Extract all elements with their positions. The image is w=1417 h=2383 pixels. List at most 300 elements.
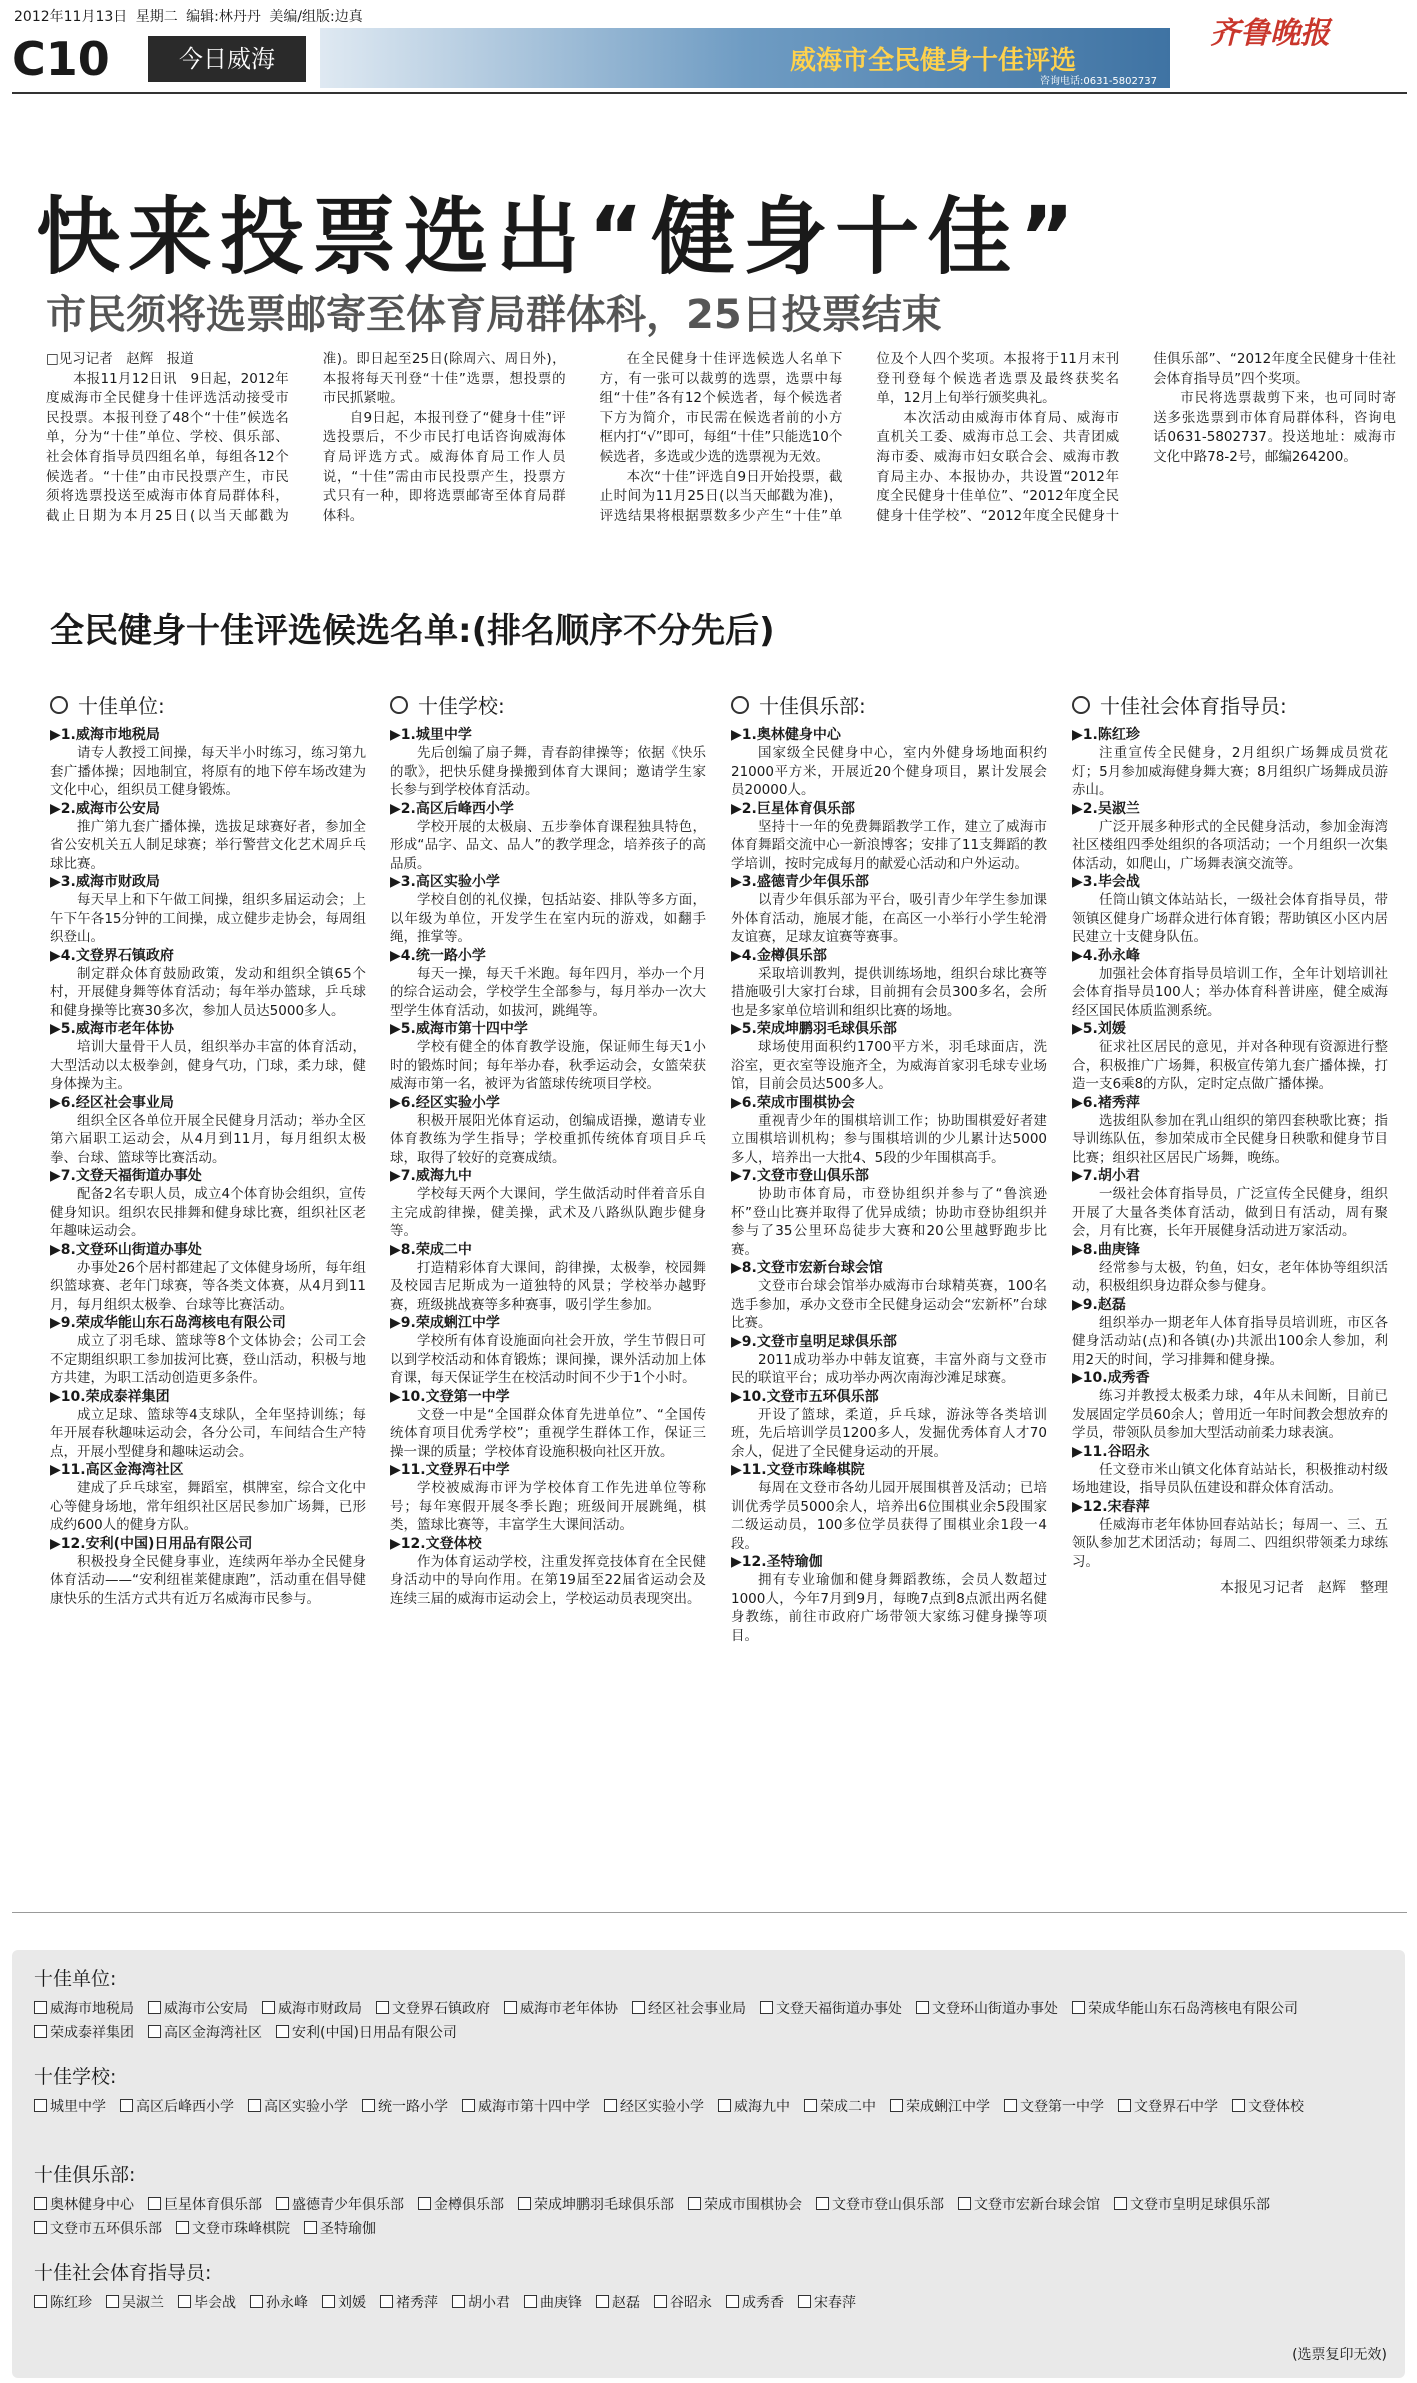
ballot-option[interactable] bbox=[1118, 2095, 1218, 2119]
ballot-option-label: 荣成华能山东石岛湾核电有限公司 bbox=[1088, 2001, 1298, 2017]
banner-title: 威海市全民健身十佳评选 bbox=[790, 46, 1077, 76]
ballot-option[interactable] bbox=[34, 1997, 134, 2021]
bullet-circle-icon bbox=[1072, 696, 1090, 714]
candidate-name: ▶4.金樽俱乐部 bbox=[731, 947, 827, 964]
candidate-item bbox=[731, 1260, 1047, 1333]
checkbox-icon[interactable] bbox=[176, 2221, 189, 2234]
candidate-description: 每天早上和下午做工间操，组织多届运动会；上午下午各15分钟的工间操，成立健步走协会，每周组织登山。 bbox=[50, 892, 366, 945]
ballot-section-heading: 十佳社会体育指导员: bbox=[34, 2262, 212, 2284]
candidate-description: 国家级全民健身中心，室内外健身场地面积约21000平方米，开展近20个健身项目，累计发展会员20000人。 bbox=[731, 745, 1047, 798]
candidate-name: ▶12.宋春萍 bbox=[1072, 1498, 1150, 1515]
candidate-description: 以青少年俱乐部为平台，吸引青少年学生参加课外体育活动，施展才能，在高区一小举行小学生轮滑友谊赛，足球友谊赛等赛事。 bbox=[731, 892, 1047, 945]
candidate-item bbox=[50, 1021, 366, 1094]
checkbox-icon[interactable] bbox=[760, 2001, 773, 2014]
ballot-option[interactable] bbox=[596, 2291, 640, 2315]
candidate-item bbox=[50, 948, 366, 1021]
ballot-option[interactable] bbox=[524, 2291, 582, 2315]
checkbox-icon[interactable] bbox=[120, 2099, 133, 2112]
ballot-option[interactable] bbox=[816, 2193, 944, 2217]
candidate-item bbox=[390, 801, 706, 874]
candidate-name: ▶11.谷昭永 bbox=[1072, 1443, 1150, 1460]
ballot-option-label: 文登天福街道办事处 bbox=[776, 2001, 902, 2017]
checkbox-icon[interactable] bbox=[106, 2295, 119, 2308]
ballot-option[interactable] bbox=[1072, 1997, 1298, 2021]
checkbox-icon[interactable] bbox=[604, 2099, 617, 2112]
ballot-option-label: 刘媛 bbox=[338, 2295, 366, 2311]
ballot-option[interactable] bbox=[276, 2193, 404, 2217]
ballot-option[interactable] bbox=[504, 1997, 618, 2021]
candidate-description: 学校被威海市评为学校体育工作先进单位等称号；每年寒假开展冬季长跑；班级间开展跳绳，棋类，篮球比赛等，丰富学生大课间活动。 bbox=[390, 1480, 706, 1533]
ballot-option-label: 圣特瑜伽 bbox=[320, 2221, 376, 2237]
candidate-description: 积极开展阳光体育运动，创编成语操，邀请专业体育教练为学生指导；学校重抓传统体育项目乒乓球，取得了较好的竞赛成绩。 bbox=[390, 1112, 706, 1166]
ballot-option-label: 谷昭永 bbox=[670, 2295, 712, 2311]
ballot-option[interactable] bbox=[604, 2095, 704, 2119]
ballot-option[interactable] bbox=[34, 2291, 92, 2315]
checkbox-icon[interactable] bbox=[1114, 2197, 1127, 2210]
checkbox-icon[interactable] bbox=[890, 2099, 903, 2112]
candidate-name: ▶9.荣成华能山东石岛湾核电有限公司 bbox=[50, 1315, 286, 1331]
ballot-option[interactable] bbox=[34, 2217, 162, 2241]
column-heading-text: 十佳学校: bbox=[418, 694, 505, 718]
candidate-name: ▶8.荣成二中 bbox=[390, 1241, 472, 1258]
ballot-option[interactable] bbox=[718, 2095, 790, 2119]
candidate-column bbox=[390, 690, 706, 1609]
candidate-description: 球场使用面积约1700平方米，羽毛球面店，洗浴室，更衣室等设施齐全，为威海首家羽毛球专业场馆，目前会员达500多人。 bbox=[731, 1039, 1047, 1092]
ballot-option-label: 文登市珠峰棋院 bbox=[192, 2221, 290, 2237]
header-date: 2012年11月13日 bbox=[14, 9, 128, 25]
checkbox-icon[interactable] bbox=[1072, 2001, 1085, 2014]
candidate-item bbox=[1072, 1095, 1388, 1168]
ballot-option[interactable] bbox=[148, 2193, 262, 2217]
ballot-option-label: 文登市宏新台球会馆 bbox=[974, 2197, 1100, 2213]
checkbox-icon[interactable] bbox=[654, 2295, 667, 2308]
candidate-name: ▶3.盛德青少年俱乐部 bbox=[731, 874, 869, 890]
checkbox-icon[interactable] bbox=[304, 2221, 317, 2234]
candidate-item bbox=[390, 1095, 706, 1168]
paragraph: 市民将选票裁剪下来，也可同时寄送多张选票到市体育局群体科，咨询电话0631-5802737。投送地址：威海市文化中路78-2号，邮编264200。 bbox=[1153, 390, 1396, 465]
ballot-option[interactable] bbox=[726, 2291, 784, 2315]
candidate-description: 组织全区各单位开展全民健身月活动；举办全区第六届职工运动会，从4月到11月，每月组织太极拳、台球、篮球等比赛活动。 bbox=[50, 1112, 366, 1166]
ballot-option-label: 文登第一中学 bbox=[1020, 2099, 1104, 2115]
ballot-option-label: 文登市登山俱乐部 bbox=[832, 2197, 944, 2213]
candidate-description: 打造精彩体育大课间，韵律操，太极拳，校园舞及校园吉尼斯成为一道独特的风景；学校举办越野赛，班级挑战赛等多种赛事，吸引学生参加。 bbox=[390, 1259, 706, 1313]
ballot-options bbox=[34, 1997, 1394, 2045]
candidate-description: 先后创编了扇子舞，青春韵律操等；依据《快乐的歌》，把快乐健身操搬到体育大课间；邀请学生家长参与到学校体育活动。 bbox=[390, 745, 706, 798]
paragraph: 本报11月12日讯 9日起，2012年度威海市全民健身十佳评选活动接受市民投票。本报刊登了48个“十佳”候选名单，分为“十佳”单位、学校、俱乐部、社会体育指导员四组名单，每组各12个候选者。“十佳”由市民投票产生，市民须将选票投送至威海市体育局群体科，截止日期为本月25日(以当天邮戳为准)。即日起至25日(除周六、周日外)，本报将每天刊登“十佳”选票，想投票的市民抓紧啦。 bbox=[46, 351, 566, 524]
checkbox-icon[interactable] bbox=[958, 2197, 971, 2210]
candidate-item bbox=[50, 1389, 366, 1462]
ballot-option[interactable] bbox=[106, 2291, 164, 2315]
checkbox-icon[interactable] bbox=[34, 2025, 47, 2038]
candidate-name: ▶1.城里中学 bbox=[390, 727, 472, 743]
ballot-option[interactable] bbox=[276, 2021, 457, 2045]
candidate-name: ▶2.高区后峰西小学 bbox=[390, 800, 514, 817]
ballot-option-label: 统一路小学 bbox=[378, 2099, 448, 2115]
candidate-name: ▶10.成秀香 bbox=[1072, 1370, 1150, 1386]
ballot-option[interactable] bbox=[178, 2291, 236, 2315]
candidate-description: 广泛开展多种形式的全民健身活动，参加金海湾社区楼组四季处组织的各项活动；一个月组织一次集体活动，如爬山，广场舞表演交流等。 bbox=[1072, 818, 1388, 872]
ballot-option[interactable] bbox=[176, 2217, 290, 2241]
ballot-option[interactable] bbox=[1232, 2095, 1304, 2119]
candidate-description: 加强社会体育指导员培训工作，全年计划培训社会体育指导员100人；举办体育科普讲座，健全威海经区国民体质监测系统。 bbox=[1072, 965, 1388, 1019]
candidate-item bbox=[731, 1554, 1047, 1645]
checkbox-icon[interactable] bbox=[462, 2099, 475, 2112]
candidate-name: ▶5.威海市老年体协 bbox=[50, 1021, 174, 1037]
candidate-description: 制定群众体育鼓励政策，发动和组织全镇65个村，开展健身舞等体育活动；每年举办篮球，乒乓球和健身操等比赛30多次，参加人员达5000多人。 bbox=[50, 965, 366, 1019]
candidate-description: 组织举办一期老年人体育指导员培训班，市区各健身活动站(点)和各镇(办)共派出100余人参加，利用2天的时间，学习排舞和健身操。 bbox=[1072, 1314, 1388, 1368]
checkbox-icon[interactable] bbox=[376, 2001, 389, 2014]
candidate-item bbox=[390, 1021, 706, 1094]
ballot-option-label: 毕会战 bbox=[194, 2295, 236, 2311]
candidate-description: 拥有专业瑜伽和健身舞蹈教练，会员人数超过1000人，今年7月到9月，每晚7点到8点派出两名健身教练，前往市政府广场带领大家练习健身操等项目。 bbox=[731, 1572, 1047, 1644]
candidate-item bbox=[1072, 1499, 1388, 1572]
candidate-description: 任文登市米山镇文化体育站站长，积极推动村级场地建设，指导员队伍建设和群众体育活动。 bbox=[1072, 1461, 1388, 1496]
candidate-item bbox=[731, 874, 1047, 947]
checkbox-icon[interactable] bbox=[798, 2295, 811, 2308]
candidate-description: 作为体育运动学校，注重发挥竞技体育在全民健身活动中的导向作用。在第19届至22届省运动会及连续三届的威海市运动会上，学校运动员表现突出。 bbox=[390, 1553, 706, 1607]
checkbox-icon[interactable] bbox=[148, 2001, 161, 2014]
candidate-name: ▶2.巨星体育俱乐部 bbox=[731, 800, 855, 817]
candidate-name: ▶10.文登第一中学 bbox=[390, 1388, 510, 1405]
candidate-item bbox=[731, 1095, 1047, 1168]
candidate-item bbox=[390, 1315, 706, 1388]
ballot-option[interactable] bbox=[362, 2095, 448, 2119]
candidate-description: 采取培训教判，提供训练场地，组织台球比赛等措施吸引大家打台球，目前拥有会员300多名，会所也是多家单位培训和组织比赛的场地。 bbox=[731, 965, 1047, 1019]
candidate-name: ▶3.高区实验小学 bbox=[390, 874, 500, 890]
ballot-option[interactable] bbox=[452, 2291, 510, 2315]
ballot-option-label: 文登界石镇政府 bbox=[392, 2001, 490, 2017]
byline: □见习记者 赵辉 报道 bbox=[46, 351, 194, 367]
column-heading-text: 十佳社会体育指导员: bbox=[1100, 694, 1287, 718]
ballot-option[interactable] bbox=[262, 1997, 362, 2021]
ballot-option-label: 威海市地税局 bbox=[50, 2001, 134, 2017]
candidate-description: 开设了篮球，柔道，乒乓球，游泳等各类培训班，先后培训学员1200多人，发掘优秀体育人才70余人，促进了全民健身运动的开展。 bbox=[731, 1406, 1047, 1460]
candidate-item bbox=[390, 1242, 706, 1315]
candidate-item bbox=[1072, 948, 1388, 1021]
ballot-option-label: 威海市老年体协 bbox=[520, 2001, 618, 2017]
ballot-option[interactable] bbox=[632, 1997, 746, 2021]
ballot-option-label: 胡小君 bbox=[468, 2295, 510, 2311]
candidate-item bbox=[390, 1168, 706, 1241]
checkbox-icon[interactable] bbox=[250, 2295, 263, 2308]
candidate-description: 坚持十一年的免费舞蹈教学工作，建立了威海市体育舞蹈交流中心一新浪博客；安排了11支舞蹈的教学培训，按时完成每月的献爱心活动和户外运动。 bbox=[731, 818, 1047, 872]
ballot-option-label: 安利(中国)日用品有限公司 bbox=[292, 2025, 457, 2041]
ballot-section bbox=[34, 2258, 1394, 2315]
candidate-name: ▶3.毕会战 bbox=[1072, 874, 1140, 890]
checkbox-icon[interactable] bbox=[504, 2001, 517, 2014]
ballot-option-label: 褚秀萍 bbox=[396, 2295, 438, 2311]
ballot-option-label: 孙永峰 bbox=[266, 2295, 308, 2311]
ballot-option[interactable] bbox=[376, 1997, 490, 2021]
ballot-option-label: 奥林健身中心 bbox=[50, 2197, 134, 2213]
candidate-description: 学校每天两个大课间，学生做活动时伴着音乐自主完成韵律操，健美操，武术及八路纵队跑步健身等。 bbox=[390, 1186, 706, 1239]
candidate-name: ▶6.经区实验小学 bbox=[390, 1094, 500, 1111]
candidate-name: ▶1.奥林健身中心 bbox=[731, 727, 841, 743]
candidate-item bbox=[50, 1462, 366, 1535]
candidate-name: ▶1.威海市地税局 bbox=[50, 727, 160, 743]
event-banner bbox=[320, 28, 1170, 88]
candidate-name: ▶4.孙永峰 bbox=[1072, 947, 1140, 964]
page-header bbox=[0, 0, 1417, 90]
candidate-column bbox=[1072, 690, 1388, 1597]
ballot-option-label: 陈红珍 bbox=[50, 2295, 92, 2311]
candidate-name: ▶6.褚秀萍 bbox=[1072, 1094, 1140, 1111]
candidate-item bbox=[731, 948, 1047, 1021]
headline: 快来投票选出“健身十佳” bbox=[36, 188, 1083, 286]
ballot-option[interactable] bbox=[916, 1997, 1058, 2021]
candidate-name: ▶9.文登市皇明足球俱乐部 bbox=[731, 1333, 897, 1350]
candidate-item bbox=[50, 1168, 366, 1241]
ballot-option[interactable] bbox=[322, 2291, 366, 2315]
candidate-item bbox=[1072, 1444, 1388, 1498]
candidate-description: 推广第九套广播体操，选拔足球赛好者，参加全省公安机关五人制足球赛；举行警营文化艺术周乒乓球比赛。 bbox=[50, 818, 366, 872]
ballot-form bbox=[12, 1950, 1405, 2378]
ballot-option-label: 高区金海湾社区 bbox=[164, 2025, 262, 2041]
ballot-option-label: 经区社会事业局 bbox=[648, 2001, 746, 2017]
ballot-option-label: 吴淑兰 bbox=[122, 2295, 164, 2311]
checkbox-icon[interactable] bbox=[380, 2295, 393, 2308]
ballot-option-label: 宋春萍 bbox=[814, 2295, 856, 2311]
candidate-item bbox=[50, 727, 366, 800]
page-number: C10 bbox=[12, 32, 110, 86]
candidate-item bbox=[390, 948, 706, 1021]
ballot-option[interactable] bbox=[462, 2095, 590, 2119]
ballot-option-label: 赵磊 bbox=[612, 2295, 640, 2311]
candidate-item bbox=[1072, 1297, 1388, 1370]
candidate-name: ▶12.圣特瑜伽 bbox=[731, 1554, 823, 1570]
ballot-option-label: 城里中学 bbox=[50, 2099, 106, 2115]
ballot-option-label: 成秀香 bbox=[742, 2295, 784, 2311]
ballot-option[interactable] bbox=[890, 2095, 990, 2119]
subheadline: 市民须将选票邮寄至体育局群体科，25日投票结束 bbox=[46, 292, 942, 338]
candidate-name: ▶5.威海市第十四中学 bbox=[390, 1021, 528, 1037]
ballot-option-label: 威海九中 bbox=[734, 2099, 790, 2115]
paragraph: 本次活动由威海市体育局、威海市直机关工委、威海市总工会、共青团威海市委、威海市妇女联合会、威海市教育局主办、本报协办，共设置“2012年度全民健身十佳单位”、“2012年度全民健身十佳学校”、“2012年度全民健身十佳俱乐部”、“2012年度全民健身十佳社会体育指导员”四个奖项。 bbox=[876, 351, 1396, 524]
candidate-name: ▶4.文登界石镇政府 bbox=[50, 947, 174, 964]
ballot-option[interactable] bbox=[148, 1997, 248, 2021]
checkbox-icon[interactable] bbox=[34, 2221, 47, 2234]
candidate-description: 每天一操，每天千米跑。每年四月，举办一个月的综合运动会，学校学生全部参与，每月举办一次大型学生体育活动，如拔河，跳绳等。 bbox=[390, 965, 706, 1019]
checkbox-icon[interactable] bbox=[418, 2197, 431, 2210]
candidate-item bbox=[390, 727, 706, 800]
ballot-option[interactable] bbox=[380, 2291, 438, 2315]
ballot-option[interactable] bbox=[804, 2095, 876, 2119]
candidate-name: ▶5.荣成坤鹏羽毛球俱乐部 bbox=[731, 1021, 897, 1037]
column-heading bbox=[390, 690, 706, 719]
candidate-description: 建成了乒乓球室，舞蹈室，棋牌室，综合文化中心等健身场地，常年组织社区居民参加广场舞，已形成约600人的健身方队。 bbox=[50, 1480, 366, 1533]
checkbox-icon[interactable] bbox=[518, 2197, 531, 2210]
candidate-description: 学校自创的礼仪操，包括站姿、排队等多方面，以年级为单位，开发学生在室内玩的游戏，如翻手绳，推掌等。 bbox=[390, 892, 706, 945]
ballot-section bbox=[34, 2160, 1394, 2241]
candidate-description: 培训大量骨干人员，组织举办丰富的体育活动，大型活动以太极拳剑，健身气功，门球，柔力球，健身体操为主。 bbox=[50, 1039, 366, 1092]
candidate-item bbox=[50, 1242, 366, 1315]
checkbox-icon[interactable] bbox=[262, 2001, 275, 2014]
candidate-item bbox=[1072, 1021, 1388, 1094]
checkbox-icon[interactable] bbox=[276, 2025, 289, 2038]
checkbox-icon[interactable] bbox=[804, 2099, 817, 2112]
ballot-option[interactable] bbox=[250, 2291, 308, 2315]
ballot-options bbox=[34, 2291, 1394, 2315]
ballot-option[interactable] bbox=[760, 1997, 902, 2021]
ballot-option-label: 曲庚锋 bbox=[540, 2295, 582, 2311]
candidate-name: ▶11.文登市珠峰棋院 bbox=[731, 1462, 865, 1478]
ballot-option-label: 威海市公安局 bbox=[164, 2001, 248, 2017]
checkbox-icon[interactable] bbox=[322, 2295, 335, 2308]
candidate-item bbox=[50, 801, 366, 874]
ballot-option-label: 文登市皇明足球俱乐部 bbox=[1130, 2197, 1270, 2213]
candidate-name: ▶2.吴淑兰 bbox=[1072, 800, 1140, 817]
ballot-option-label: 经区实验小学 bbox=[620, 2099, 704, 2115]
candidate-description: 任威海市老年体协回春站站长；每周一、三、五领队参加艺术团活动；每周二、四组织带领柔力球练习。 bbox=[1072, 1516, 1388, 1570]
candidate-description: 重视青少年的围棋培训工作；协助围棋爱好者建立围棋培训机构；参与围棋培训的少儿累计达5000多人，培养出一大批4、5段的少年围棋高手。 bbox=[731, 1112, 1047, 1166]
checkbox-icon[interactable] bbox=[718, 2099, 731, 2112]
candidate-description: 学校所有体育设施面向社会开放，学生节假日可以到学校活动和体育锻炼；课间操，课外活动加上体育课，每天保证学生在校活动时间不少于1个小时。 bbox=[390, 1333, 706, 1386]
candidate-name: ▶6.经区社会事业局 bbox=[50, 1094, 174, 1111]
candidate-name: ▶2.威海市公安局 bbox=[50, 800, 160, 817]
ballot-option-label: 荣成泰祥集团 bbox=[50, 2025, 134, 2041]
candidate-list-title: 全民健身十佳评选候选名单:(排名顺序不分先后) bbox=[50, 611, 775, 651]
checkbox-icon[interactable] bbox=[524, 2295, 537, 2308]
candidate-item bbox=[1072, 1242, 1388, 1296]
ballot-option[interactable] bbox=[418, 2193, 504, 2217]
checkbox-icon[interactable] bbox=[1004, 2099, 1017, 2112]
candidate-description: 学校开展的太极扇、五步拳体育课程独具特色，形成“品字、品文、品人”的教学理念，培养孩子的高品质。 bbox=[390, 818, 706, 872]
candidate-item bbox=[731, 1168, 1047, 1259]
candidate-description: 注重宣传全民健身，2月组织广场舞成员赏花灯；5月参加威海健身舞大赛；8月组织广场舞成员游赤山。 bbox=[1072, 745, 1388, 798]
checkbox-icon[interactable] bbox=[34, 2197, 47, 2210]
checkbox-icon[interactable] bbox=[688, 2197, 701, 2210]
candidate-name: ▶7.威海九中 bbox=[390, 1168, 472, 1184]
bullet-circle-icon bbox=[731, 696, 749, 714]
checkbox-icon[interactable] bbox=[34, 2295, 47, 2308]
ballot-option[interactable] bbox=[248, 2095, 348, 2119]
checkbox-icon[interactable] bbox=[726, 2295, 739, 2308]
candidate-name: ▶11.文登界石中学 bbox=[390, 1462, 510, 1478]
checkbox-icon[interactable] bbox=[276, 2197, 289, 2210]
checkbox-icon[interactable] bbox=[452, 2295, 465, 2308]
ballot-note: (选票复印无效) bbox=[1292, 2347, 1387, 2363]
checkbox-icon[interactable] bbox=[178, 2295, 191, 2308]
ballot-option-label: 金樽俱乐部 bbox=[434, 2197, 504, 2213]
candidate-description: 2011成功举办中韩友谊赛，丰富外商与文登市民的联谊平台；成功举办两次南海沙滩足球赛。 bbox=[731, 1351, 1047, 1386]
candidate-item bbox=[50, 1095, 366, 1168]
candidate-name: ▶8.曲庚锋 bbox=[1072, 1241, 1140, 1258]
candidate-item bbox=[50, 1315, 366, 1388]
ballot-option[interactable] bbox=[1114, 2193, 1270, 2217]
candidate-description: 选拔组队参加在乳山组织的第四套秧歌比赛；指导训练队伍，参加荣成市全民健身日秧歌和健身节目比赛；组织社区居民广场舞，晚练。 bbox=[1072, 1112, 1388, 1166]
paragraph: 本次“十佳”评选自9日开始投票，截止时间为11月25日(以当天邮戳为准)，评选结果将根据票数多少产生“十佳”单位及个人四个奖项。本报将于11月末刊登刊登每个候选者选票及最终获奖名单，12月上旬举行颁奖典礼。 bbox=[599, 351, 1120, 524]
candidate-item bbox=[1072, 1168, 1388, 1241]
ballot-option[interactable] bbox=[1004, 2095, 1104, 2119]
candidate-name: ▶11.高区金海湾社区 bbox=[50, 1462, 184, 1478]
ballot-option-label: 文登环山街道办事处 bbox=[932, 2001, 1058, 2017]
ballot-option-label: 威海市第十四中学 bbox=[478, 2099, 590, 2115]
ballot-option-label: 文登市五环俱乐部 bbox=[50, 2221, 162, 2237]
ballot-option-label: 荣成市围棋协会 bbox=[704, 2197, 802, 2213]
ballot-option[interactable] bbox=[798, 2291, 856, 2315]
reporter-signature: 本报见习记者 赵辉 整理 bbox=[1220, 1580, 1388, 1596]
candidate-name: ▶12.安利(中国)日用品有限公司 bbox=[50, 1535, 253, 1552]
candidate-name: ▶10.荣成泰祥集团 bbox=[50, 1388, 170, 1405]
checkbox-icon[interactable] bbox=[1118, 2099, 1131, 2112]
candidate-columns bbox=[50, 690, 1398, 1900]
candidate-name: ▶9.荣成蜊江中学 bbox=[390, 1315, 500, 1331]
ballot-option[interactable] bbox=[34, 2193, 134, 2217]
ballot-option-label: 高区实验小学 bbox=[264, 2099, 348, 2115]
candidate-description: 配备2名专职人员，成立4个体育协会组织，宣传健身知识。组织农民排舞和健身球比赛，组织社区老年趣味运动会。 bbox=[50, 1186, 366, 1239]
candidate-description: 经常参与太极，钓鱼，妇女，老年体协等组织活动，积极组织身边群众参与健身。 bbox=[1072, 1259, 1388, 1294]
ballot-option[interactable] bbox=[148, 2021, 262, 2045]
header-weekday: 星期二 bbox=[135, 9, 178, 25]
ballot-option-label: 荣成二中 bbox=[820, 2099, 876, 2115]
checkbox-icon[interactable] bbox=[916, 2001, 929, 2014]
candidate-name: ▶12.文登体校 bbox=[390, 1535, 482, 1552]
divider bbox=[12, 1912, 1407, 1913]
ballot-option[interactable] bbox=[120, 2095, 234, 2119]
ballot-option[interactable] bbox=[304, 2217, 376, 2241]
checkbox-icon[interactable] bbox=[248, 2099, 261, 2112]
checkbox-icon[interactable] bbox=[632, 2001, 645, 2014]
ballot-option[interactable] bbox=[688, 2193, 802, 2217]
paper-logo: 齐鲁晚报 bbox=[1210, 16, 1330, 51]
ballot-option-label: 高区后峰西小学 bbox=[136, 2099, 234, 2115]
candidate-description: 练习并教授太极柔力球，4年从未间断，目前已发展固定学员60余人；曾用近一年时间教会想放弃的学员，带领队员参加大型活动前柔力球表演。 bbox=[1072, 1388, 1388, 1441]
candidate-description: 一级社会体育指导员，广泛宣传全民健身，组织开展了大量各类体育活动，做到日有活动，周有聚会，月有比赛，长年开展健身活动进万家活动。 bbox=[1072, 1186, 1388, 1239]
checkbox-icon[interactable] bbox=[148, 2025, 161, 2038]
ballot-option[interactable] bbox=[958, 2193, 1100, 2217]
checkbox-icon[interactable] bbox=[148, 2197, 161, 2210]
candidate-item bbox=[731, 801, 1047, 874]
candidate-name: ▶3.威海市财政局 bbox=[50, 874, 160, 890]
ballot-option[interactable] bbox=[654, 2291, 712, 2315]
checkbox-icon[interactable] bbox=[34, 2099, 47, 2112]
checkbox-icon[interactable] bbox=[596, 2295, 609, 2308]
header-rule bbox=[12, 92, 1407, 94]
checkbox-icon[interactable] bbox=[362, 2099, 375, 2112]
candidate-item bbox=[1072, 874, 1388, 947]
ballot-options bbox=[34, 2193, 1394, 2241]
checkbox-icon[interactable] bbox=[34, 2001, 47, 2014]
candidate-name: ▶8.文登市宏新台球会馆 bbox=[731, 1260, 883, 1276]
candidate-description: 文登市台球会馆举办威海市台球精英赛，100名选手参加，承办文登市全民健身运动会“宏新杯”台球比赛。 bbox=[731, 1278, 1047, 1331]
paragraph: 在全民健身十佳评选候选人名单下方，有一张可以裁剪的选票，选票中每组“十佳”各有12个候选者，每个候选者下方为简介，市民需在候选者前的小方框内打“√”即可，每组“十佳”只能选10个候选者，多选或少选的选票视为无效。 bbox=[599, 351, 843, 465]
candidate-item bbox=[731, 727, 1047, 800]
ballot-option-label: 荣成坤鹏羽毛球俱乐部 bbox=[534, 2197, 674, 2213]
candidate-item bbox=[390, 1462, 706, 1535]
ballot-option-label: 盛德青少年俱乐部 bbox=[292, 2197, 404, 2213]
column-heading bbox=[50, 690, 366, 719]
candidate-name: ▶7.文登天福街道办事处 bbox=[50, 1168, 202, 1184]
candidate-item bbox=[390, 874, 706, 947]
candidate-name: ▶7.文登市登山俱乐部 bbox=[731, 1168, 869, 1184]
ballot-option[interactable] bbox=[34, 2021, 134, 2045]
candidate-item bbox=[50, 1536, 366, 1609]
bullet-circle-icon bbox=[390, 696, 408, 714]
candidate-description: 每周在文登市各幼儿园开展围棋普及活动；已培训优秀学员5000余人，培养出6位围棋业余5段围家二级运动员，100多位学员获得了围棋业余1段一4段。 bbox=[731, 1480, 1047, 1552]
ballot-option[interactable] bbox=[518, 2193, 674, 2217]
ballot-section bbox=[34, 1964, 1394, 2045]
ballot-option[interactable] bbox=[34, 2095, 106, 2119]
candidate-description: 成立足球、篮球等4支球队，全年坚持训练；每年开展春秋趣味运动会，各分公司，车间结合生产特点，开展小型健身和趣味运动会。 bbox=[50, 1406, 366, 1460]
header-meta bbox=[14, 6, 363, 26]
paragraph: 自9日起，本报刊登了“健身十佳”评选投票后，不少市民打电话咨询威海体育局评选方式。威海体育局工作人员说，“十佳”需由市民投票产生，投票方式只有一种，即将选票邮寄至体育局群体科。 bbox=[322, 409, 566, 524]
checkbox-icon[interactable] bbox=[1232, 2099, 1245, 2112]
ballot-option-label: 文登界石中学 bbox=[1134, 2099, 1218, 2115]
candidate-description: 办事处26个居村都建起了文体健身场所，每年组织篮球赛、老年门球赛，等各类文体赛，从4月到11月，每月组织太极拳、台球等比赛活动。 bbox=[50, 1259, 366, 1313]
checkbox-icon[interactable] bbox=[816, 2197, 829, 2210]
ballot-section-heading: 十佳俱乐部: bbox=[34, 2164, 136, 2186]
bullet-circle-icon bbox=[50, 696, 68, 714]
